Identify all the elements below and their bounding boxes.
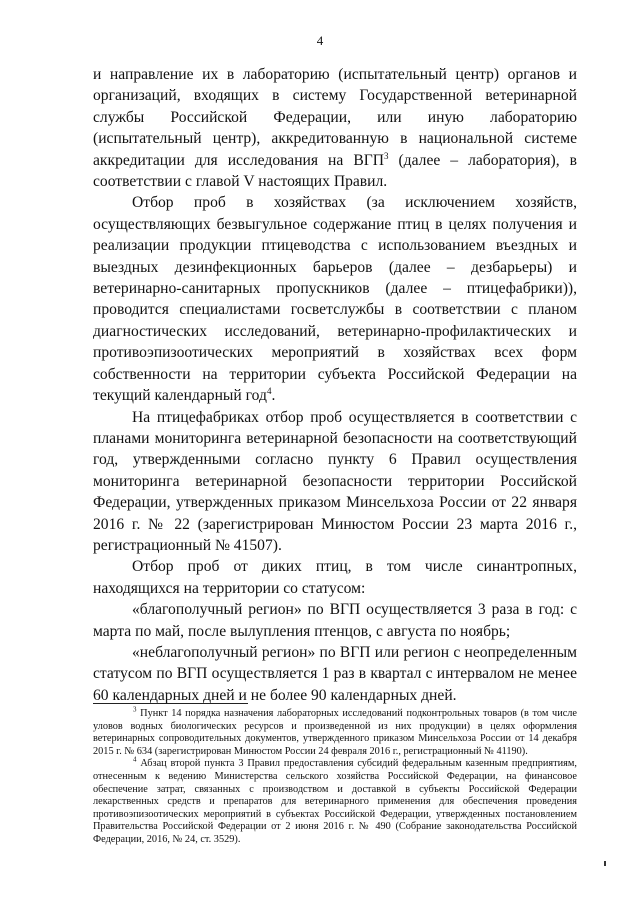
paragraph-2-text: Отбор проб в хозяйствах (за исключением хозяйств, осуществляющих безвыгульное содержание птиц в целях получения и реализации продукции птицеводства с использованием въездных и выездных дезинфекционных барьеров (далее – дезбарьеры) и ветеринарно-санитарных пропускников (далее – птицефабрики)), проводится специалистами госветслужбы в соответствии с планом диагностических исследований, ветеринарно-профилактических и противоэпизоотических мероприятий в хозяйствах всех форм собственности на территории субъекта Российской Федерации на текущий календарный год xyxy=(93,194,577,405)
footnote-3-marker: 3 xyxy=(133,705,137,714)
paragraph-2 xyxy=(93,192,577,406)
paragraph-3: На птицефабриках отбор проб осуществляется в соответствии с планами мониторинга ветеринарной безопасности на соответствующий год, утвержденными согласно пункту 6 Правил осуществления мониторинга ветеринарной безопасности территории Российской Федерации, утвержденных приказом Минсельхоза России от 22 января 2016 г. № 22 (зарегистрирован Минюстом России 23 марта 2016 г., регистрационный № 41507). xyxy=(93,408,577,554)
paragraph-5: «благополучный регион» по ВГП осуществляется 3 раза в год: с марта по май, после вылупления птенцов, с августа по ноябрь; xyxy=(93,601,577,640)
footnotes xyxy=(93,705,577,847)
paragraph-4: Отбор проб от диких птиц, в том числе синантропных, находящихся на территории со статусом: xyxy=(93,558,577,597)
scan-artifact-mark xyxy=(604,861,606,866)
paragraph-1-tail: (далее – лаборатория), в соответствии с главой V настоящих Правил. xyxy=(93,151,578,191)
footnote-3 xyxy=(93,705,577,758)
footnote-3-text: Пункт 14 порядка назначения лабораторных исследований подконтрольных товаров (в том числе уловов водных биологических ресурсов и произведенной из них продукции) в целях оформления ветеринарных сопроводительных документов, утвержденного приказом Минсельхоза России от 14 декабря 2015 г. № 634 (зарегистрирован Минюстом России 24 февраля 2016 г., регистрационный № 41190). xyxy=(93,708,577,757)
footnote-4-text: Абзац второй пункта 3 Правил предоставления субсидий федеральным казенным предприятиям, отнесенным к ведению Министерства сельского хозяйства Российской Федерации, на финансовое обеспечение затрат, связанных с производством и доставкой в субъекты Российской Федерации лекарственных средств и препаратов для ветеринарного применения для обеспечения проведения противоэпизоотических мероприятий в субъектах Российской Федерации, утвержденных постановлением Правительства Российской Федерации от 2 июня 2016 г. № 490 (Собрание законодательства Российской Федерации, 2016, № 24, ст. 3529). xyxy=(93,758,577,845)
paragraph-1 xyxy=(93,64,577,192)
footnote-ref-4: 4 xyxy=(266,385,272,396)
footnote-divider xyxy=(93,703,248,704)
paragraph-6: «неблагополучный регион» по ВГП или регион с неопределенным статусом по ВГП осуществляется 1 раз в квартал с интервалом не менее 60 календарных дней и не более 90 календарных дней. xyxy=(93,643,577,704)
paragraph-1-text: и направление их в лабораторию (испытательный центр) органов и организаций, входящих в систему Государственной ветеринарной службы Российской Федерации, или иную лабораторию (испытательный центр), аккредитованную в национальной системе аккредитации для исследования на ВГП xyxy=(93,66,577,169)
footnote-ref-3: 3 xyxy=(384,150,389,161)
document-body xyxy=(93,64,577,706)
footnote-4-marker: 4 xyxy=(133,755,137,764)
page-number: 4 xyxy=(316,33,324,48)
footnote-4 xyxy=(93,755,577,846)
paragraph-2-tail: . xyxy=(271,387,276,405)
